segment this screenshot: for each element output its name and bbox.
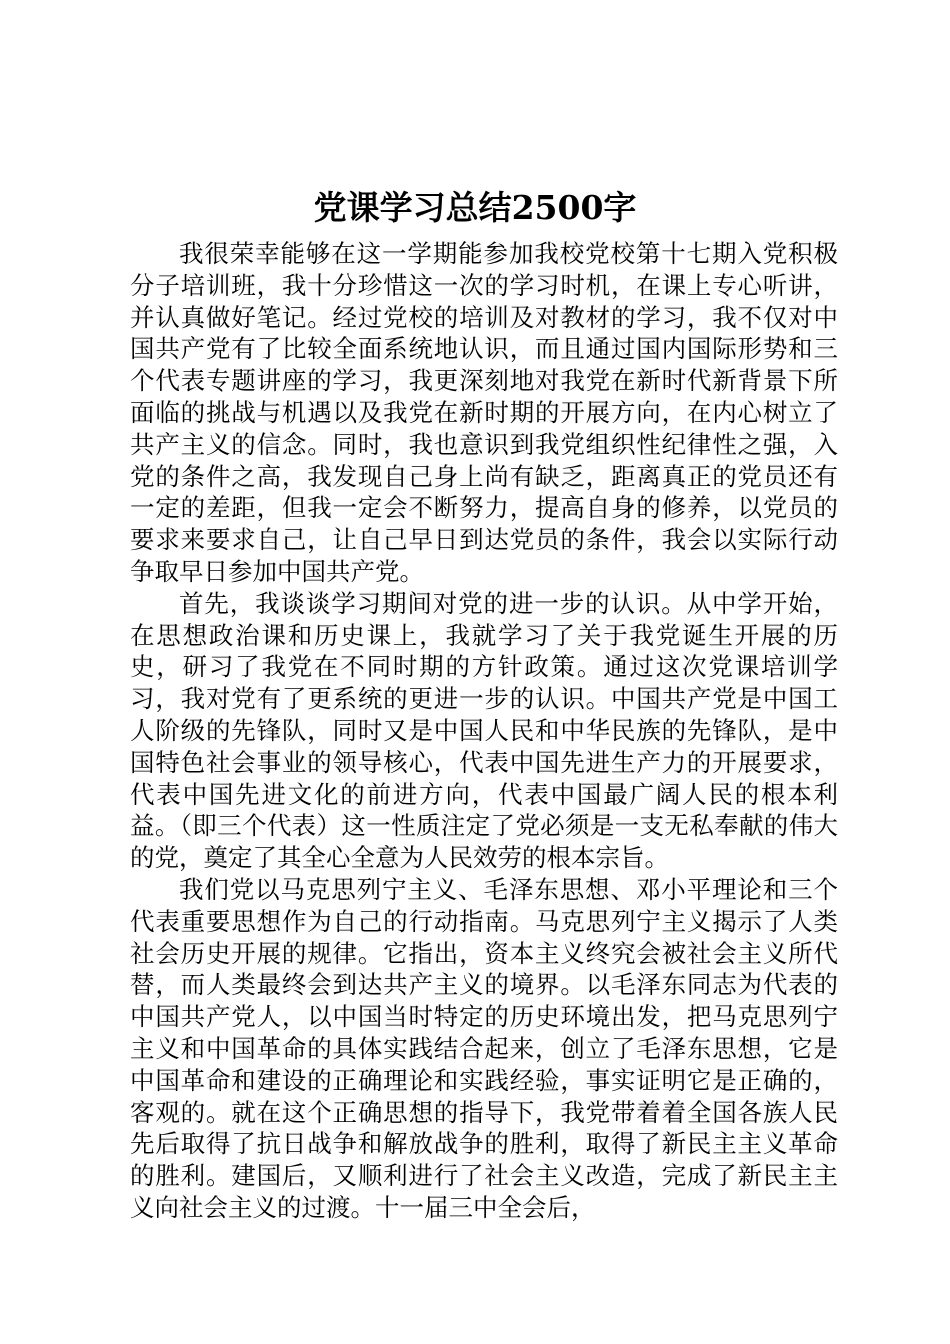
paragraph-1: 我很荣幸能够在这一学期能参加我校党校第十七期入党积极分子培训班，我十分珍惜这一次的学习时机，在课上专心听讲，并认真做好笔记。经过党校的培训及对教材的学习，我不仅对中国共产党有了比较全面系统地认识，而且通过国内国际形势和三个代表专题讲座的学习，我更深刻地对我党在新时代新背景下所面临的挑战与机遇以及我党在新时期的开展方向，在内心树立了共产主义的信念。同时，我也意识到我党组织性纪律性之强，入党的条件之高，我发现自己身上尚有缺乏，距离真正的党员还有一定的差距，但我一定会不断努力，提高自身的修养，以党员的要求来要求自己，让自己早日到达党员的条件，我会以实际行动争取早日参加中国共产党。 bbox=[130, 239, 838, 586]
paragraph-2: 首先，我谈谈学习期间对党的进一步的认识。从中学开始，在思想政治课和历史课上，我就学习了关于我党诞生开展的历史，研习了我党在不同时期的方针政策。通过这次党课培训学习，我对党有了更系统的更进一步的认识。中国共产党是中国工人阶级的先锋队，同时又是中国人民和中华民族的先锋队，是中国特色社会事业的领导核心，代表中国先进生产力的开展要求，代表中国先进文化的前进方向，代表中国最广阔人民的根本利益。（即三个代表）这一性质注定了党必须是一支无私奉献的伟大的党，奠定了其全心全意为人民效劳的根本宗旨。 bbox=[130, 588, 838, 873]
document-title: 党课学习总结2500字 bbox=[313, 188, 637, 227]
paragraph-3: 我们党以马克思列宁主义、毛泽东思想、邓小平理论和三个代表重要思想作为自己的行动指南。马克思列宁主义揭示了人类社会历史开展的规律。它指出，资本主义终究会被社会主义所代替，而人类最终会到达共产主义的境界。以毛泽东同志为代表的中国共产党人，以中国当时特定的历史环境出发，把马克思列宁主义和中国革命的具体实践结合起来，创立了毛泽东思想，它是中国革命和建设的正确理论和实践经验，事实证明它是正确的，客观的。就在这个正确思想的指导下，我党带着着全国各族人民先后取得了抗日战争和解放战争的胜利，取得了新民主主义革命的胜利。建国后，又顺利进行了社会主义改造，完成了新民主主义向社会主义的过渡。十一届三中全会后， bbox=[130, 874, 838, 1222]
document-body bbox=[130, 238, 838, 1224]
